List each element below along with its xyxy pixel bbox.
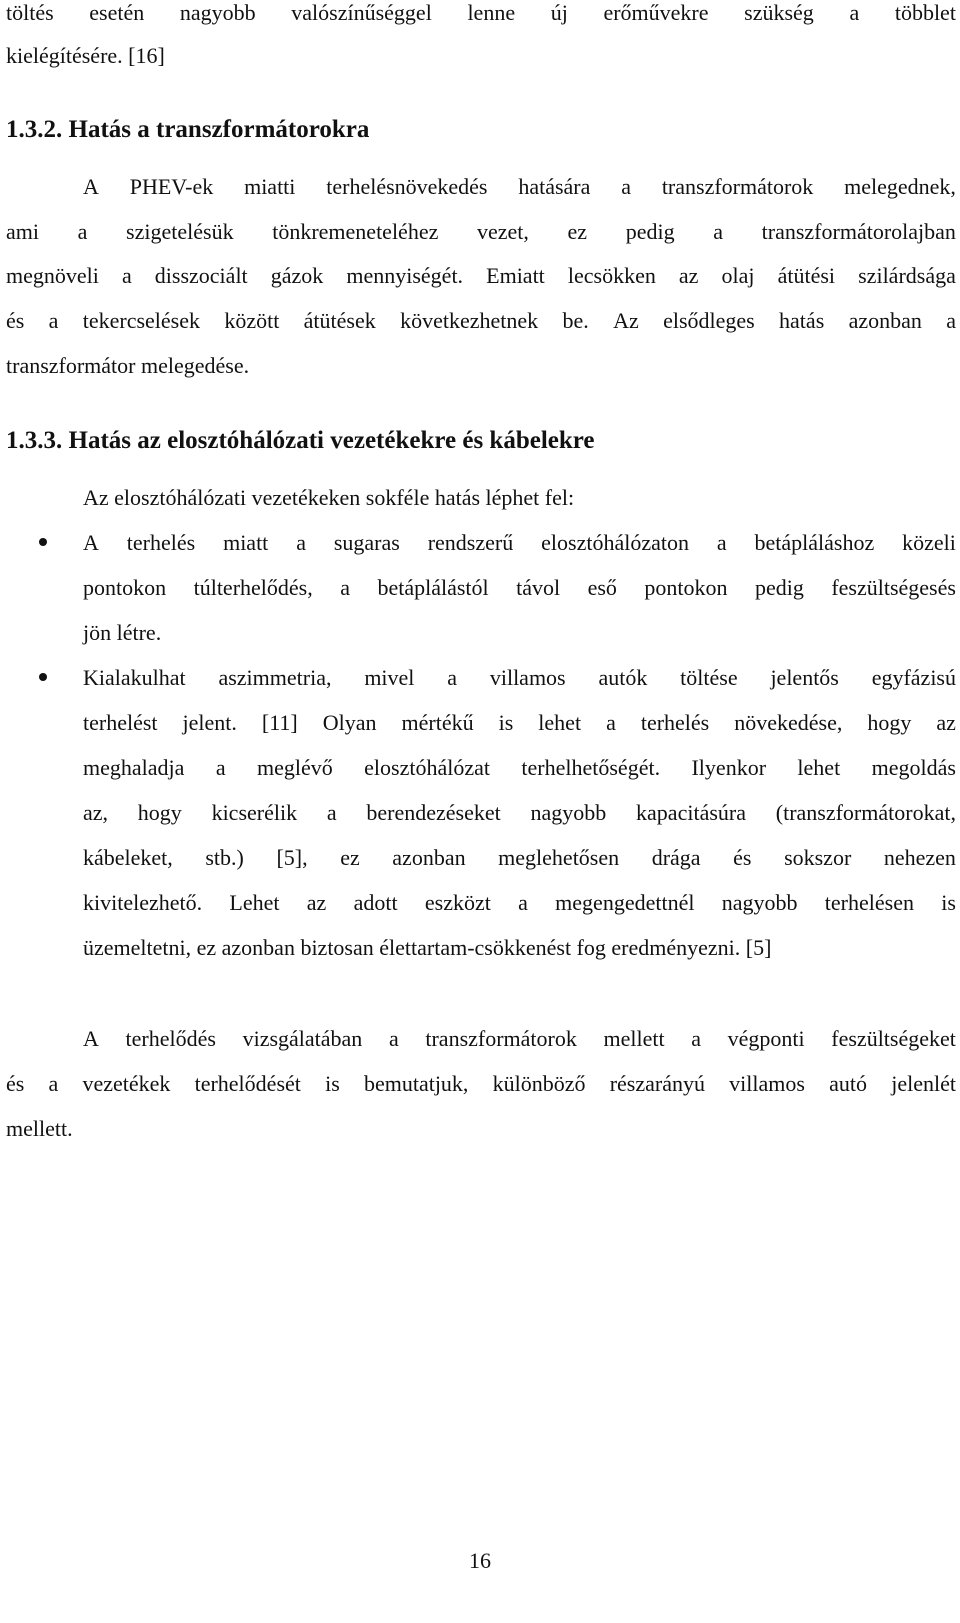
word: is — [498, 710, 514, 735]
word: és — [733, 845, 752, 870]
word: növekedése, — [734, 710, 843, 735]
word: eszközt — [424, 890, 491, 915]
word: az — [936, 710, 956, 735]
list-item-line — [83, 757, 956, 779]
word: [5], — [276, 845, 308, 870]
word: Kialakulhat — [83, 665, 186, 690]
word: a — [447, 665, 458, 690]
word: távol — [516, 575, 561, 600]
word: a — [296, 530, 306, 555]
word: pedig — [625, 219, 675, 244]
word: Az — [613, 308, 639, 333]
word: a — [388, 1026, 399, 1051]
word: a — [48, 308, 59, 333]
list-item-line — [83, 712, 956, 734]
list-item-line — [83, 802, 956, 824]
word: hogy — [867, 710, 912, 735]
word: be. — [562, 308, 589, 333]
word: betápláláshoz — [754, 530, 875, 555]
word: hatására — [518, 174, 591, 199]
word: különböző — [492, 1071, 586, 1096]
word: töltés — [6, 0, 54, 25]
paragraph-line — [83, 1028, 956, 1050]
word: elsődleges — [663, 308, 755, 333]
word: pontokon — [83, 575, 167, 600]
word: stb.) — [205, 845, 244, 870]
word: a — [326, 800, 337, 825]
word: között — [224, 308, 280, 333]
word: a — [340, 575, 350, 600]
section-heading: 1.3.3. Hatás az elosztóhálózati vezetékekre és kábelekre — [6, 427, 595, 454]
paragraph-line: mellett. — [6, 1116, 73, 1141]
word: elosztóhálózaton — [541, 530, 689, 555]
word: jelent. — [182, 710, 237, 735]
word: a — [691, 1026, 701, 1051]
word: mértékű — [401, 710, 474, 735]
word: új — [550, 0, 568, 25]
paragraph-line — [6, 1073, 956, 1095]
word: meghaladja — [83, 755, 185, 780]
word: lehet — [797, 755, 841, 780]
word: autók — [598, 665, 648, 690]
word: PHEV-ek — [129, 174, 214, 199]
word: Lehet — [229, 890, 280, 915]
word: átütési — [777, 263, 836, 288]
word: disszociált — [154, 263, 248, 288]
word: a — [606, 710, 616, 735]
word: azonban — [392, 845, 466, 870]
word: egyfázisú — [871, 665, 956, 690]
list-item-line: jön létre. — [83, 620, 162, 645]
word: átütések — [303, 308, 376, 333]
word: tönkremeneteléhez — [272, 219, 439, 244]
word: az — [678, 263, 699, 288]
word: a — [849, 0, 860, 25]
word: autó — [829, 1071, 868, 1096]
word: is — [325, 1071, 340, 1096]
word: mellett — [603, 1026, 665, 1051]
word: a — [215, 755, 226, 780]
word: vizsgálatában — [242, 1026, 363, 1051]
word: töltése — [680, 665, 738, 690]
word: hogy — [137, 800, 182, 825]
word: vezet, — [477, 219, 529, 244]
word: Ilyenkor — [691, 755, 767, 780]
word: Olyan — [322, 710, 377, 735]
word: többlet — [894, 0, 956, 25]
word: lenne — [467, 0, 516, 25]
word: meglévő — [256, 755, 333, 780]
word: sugaras — [333, 530, 400, 555]
word: túlterhelődés, — [193, 575, 313, 600]
word: jelentős — [770, 665, 839, 690]
word: miatt — [223, 530, 269, 555]
word: a — [121, 263, 132, 288]
word: és — [6, 308, 25, 333]
word: pontokon — [644, 575, 728, 600]
word: melegednek, — [844, 174, 956, 199]
word: mivel — [364, 665, 415, 690]
list-item-line — [83, 577, 956, 599]
word: pedig — [754, 575, 804, 600]
word: terhelhetőségét. — [521, 755, 661, 780]
list-item-line — [83, 667, 956, 689]
word: tekercselések — [82, 308, 201, 333]
word: feszültségesés — [831, 575, 956, 600]
word: szilárdsága — [858, 263, 956, 288]
word: szükség — [744, 0, 814, 25]
bullet-dot — [39, 673, 47, 681]
word: transzformátorok — [661, 174, 814, 199]
word: miatti — [244, 174, 296, 199]
word: eső — [587, 575, 617, 600]
word: valószínűséggel — [291, 0, 432, 25]
word: szigetelésük — [126, 219, 234, 244]
word: a — [518, 890, 528, 915]
word: ez — [340, 845, 360, 870]
word: a — [621, 174, 631, 199]
paragraph-line: Az elosztóhálózati vezetékeken sokféle hatás léphet fel: — [83, 485, 575, 510]
word: A — [83, 1026, 99, 1051]
word: terhelés — [126, 530, 196, 555]
word: a — [713, 219, 724, 244]
word: a — [716, 530, 727, 555]
word: kapacitásúra — [636, 800, 746, 825]
word: nagyobb — [179, 0, 256, 25]
word: részarányú — [609, 1071, 705, 1096]
word: A — [83, 174, 99, 199]
word: aszimmetria, — [218, 665, 332, 690]
word: közeli — [902, 530, 956, 555]
word: adott — [353, 890, 398, 915]
word: bemutatjuk, — [363, 1071, 469, 1096]
list-item-line: üzemeltetni, ez azonban biztosan élettartam-csökkenést fog eredményezni. [5] — [83, 935, 772, 960]
word: következhetnek — [400, 308, 539, 333]
word: nagyobb — [721, 890, 798, 915]
list-item-line — [83, 892, 956, 914]
word: és — [6, 1071, 25, 1096]
word: mennyiségét. — [346, 263, 464, 288]
word: is — [941, 890, 956, 915]
paragraph-line — [6, 2, 956, 24]
word: terhelésen — [824, 890, 914, 915]
word: vezetékek — [82, 1071, 171, 1096]
word: megoldás — [871, 755, 956, 780]
word: jelenlét — [891, 1071, 956, 1096]
word: villamos — [489, 665, 566, 690]
word: kicserélik — [211, 800, 298, 825]
word: nagyobb — [530, 800, 607, 825]
word: megnöveli — [6, 263, 99, 288]
word: sokszor — [784, 845, 852, 870]
word: esetén — [89, 0, 145, 25]
word: drága — [651, 845, 701, 870]
list-item-line — [83, 847, 956, 869]
word: berendezéseket — [366, 800, 501, 825]
word: feszültségeket — [831, 1026, 956, 1051]
word: végponti — [727, 1026, 805, 1051]
word: a — [77, 219, 88, 244]
word: lecsökken — [567, 263, 656, 288]
word: kivitelezhető. — [83, 890, 203, 915]
word: terhelődését — [194, 1071, 301, 1096]
word: transzformátorolajban — [761, 219, 956, 244]
word: gázok — [270, 263, 324, 288]
word: nehezen — [883, 845, 956, 870]
word: A — [83, 530, 99, 555]
list-item-line — [83, 532, 956, 554]
word: ez — [567, 219, 588, 244]
word: transzformátorok — [425, 1026, 577, 1051]
page-number: 16 — [469, 1548, 491, 1573]
word: rendszerű — [427, 530, 514, 555]
word: hatás — [779, 308, 825, 333]
word: az — [306, 890, 327, 915]
word: Emiatt — [486, 263, 545, 288]
paragraph-line: transzformátor melegedése. — [6, 353, 250, 378]
word: a — [946, 308, 956, 333]
word: erőművekre — [603, 0, 709, 25]
word: lehet — [538, 710, 582, 735]
word: terhelésnövekedés — [326, 174, 488, 199]
paragraph-line: kielégítésére. [16] — [6, 43, 165, 68]
word: terhelést — [83, 710, 158, 735]
word: terhelődés — [125, 1026, 216, 1051]
word: terhelés — [640, 710, 710, 735]
word: a — [48, 1071, 59, 1096]
paragraph-line — [6, 310, 956, 332]
paragraph-line — [6, 265, 956, 287]
word: meglehetősen — [498, 845, 620, 870]
section-heading: 1.3.2. Hatás a transzformátorokra — [6, 116, 370, 143]
word: megengedettnél — [555, 890, 695, 915]
word: villamos — [729, 1071, 805, 1096]
word: olaj — [721, 263, 755, 288]
word: [11] — [261, 710, 298, 735]
word: azonban — [848, 308, 922, 333]
word: kábeleket, — [83, 845, 173, 870]
word: az, — [83, 800, 109, 825]
paragraph-line — [83, 176, 956, 198]
bullet-dot — [39, 538, 47, 546]
word: (transzformátorokat, — [775, 800, 956, 825]
paragraph-line — [6, 221, 956, 243]
word: elosztóhálózat — [364, 755, 490, 780]
word: betáplálástól — [377, 575, 489, 600]
word: ami — [6, 219, 39, 244]
